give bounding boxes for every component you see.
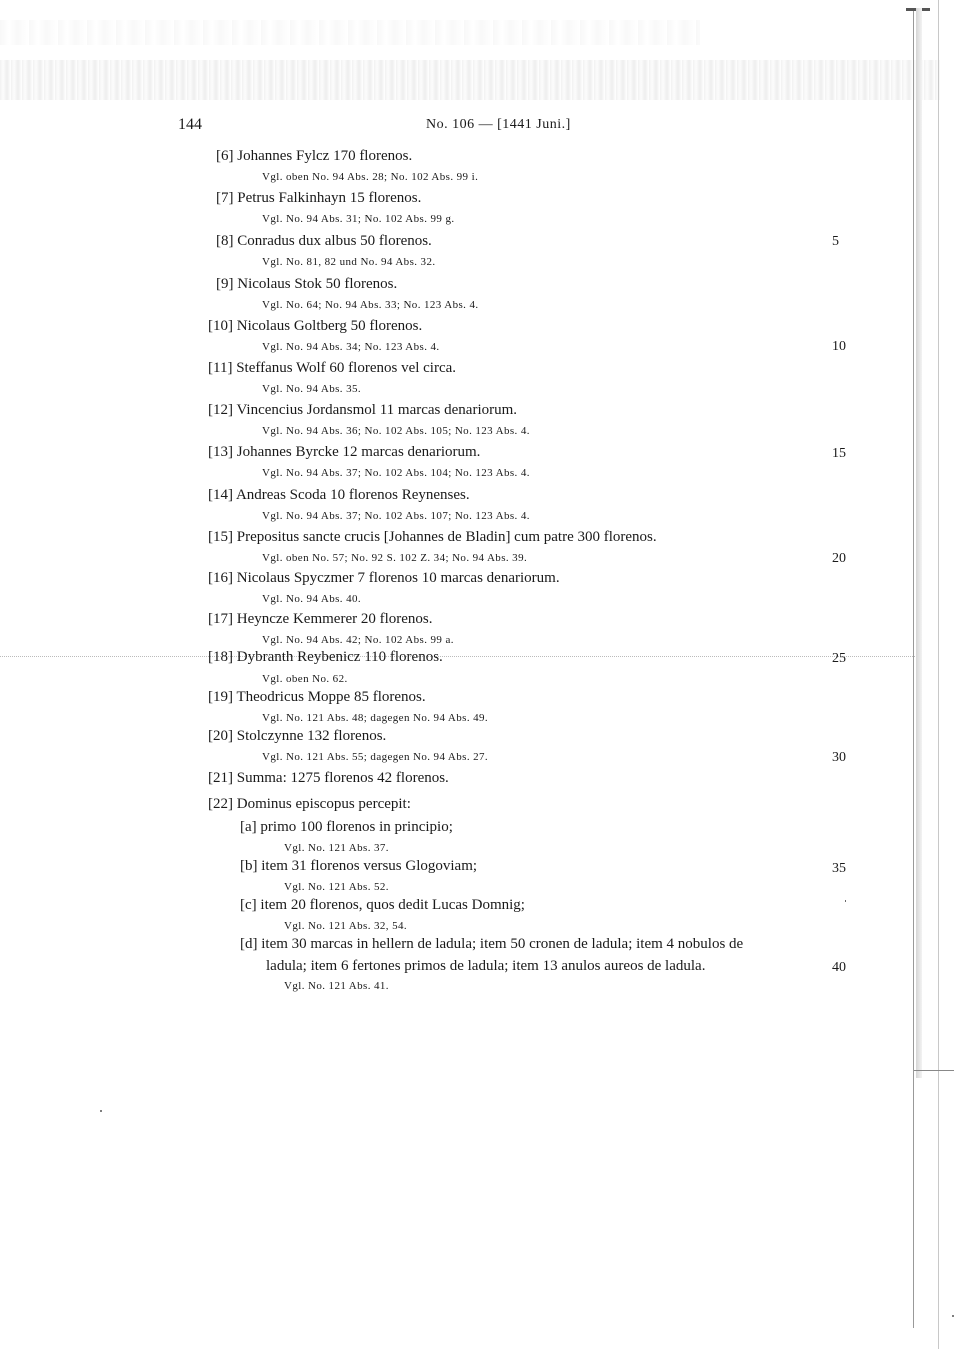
subentry-letter: [d]: [240, 936, 258, 952]
entry-text: Heyncze Kemmerer 20 florenos.: [236, 611, 433, 627]
entry-6: [216, 148, 412, 165]
entry-number: [8]: [216, 233, 234, 249]
entry-number: [10]: [208, 318, 233, 334]
entry-text: Petrus Falkinhayn 15 florenos.: [237, 190, 422, 206]
entry-text: Andreas Scoda 10 florenos Reynenses.: [235, 487, 470, 503]
entry-number: [7]: [216, 190, 234, 206]
page-edge-shadow: [916, 8, 922, 1078]
line-number-20: 20: [832, 551, 846, 566]
entry-14: [208, 487, 470, 504]
subentry-a-reference: Vgl. No. 121 Abs. 37.: [284, 842, 389, 854]
entry-text: Stolczynne 132 florenos.: [236, 728, 387, 744]
entry-number: [9]: [216, 276, 234, 292]
entry-text: Nicolaus Spyczmer 7 florenos 10 marcas denariorum.: [236, 570, 560, 586]
entry-18: [208, 649, 443, 666]
scan-noise-top: [0, 20, 700, 45]
entry-6-reference: Vgl. oben No. 94 Abs. 28; No. 102 Abs. 99 i.: [262, 171, 479, 183]
entry-7: [216, 190, 421, 207]
line-number-10: 10: [832, 339, 846, 354]
entry-text: Johannes Fylcz 170 florenos.: [237, 148, 413, 164]
entry-11-reference: Vgl. No. 94 Abs. 35.: [262, 383, 362, 395]
entry-11: [208, 360, 456, 377]
entry-text: Conradus dux albus 50 florenos.: [237, 233, 432, 249]
entry-text: Prepositus sancte crucis [Johannes de Bladin] cum patre 300 florenos.: [236, 529, 657, 545]
page-edge-rule: [914, 1070, 954, 1071]
entry-number: [17]: [208, 611, 233, 627]
page-edge-bar: [913, 8, 926, 1328]
entry-number: [12]: [208, 402, 233, 418]
page-side-line: [938, 0, 939, 1349]
entry-13: [208, 444, 480, 461]
entry-20: [208, 728, 386, 745]
entry-8-reference: Vgl. No. 81, 82 und No. 94 Abs. 32.: [262, 256, 436, 268]
page-number: 144: [178, 116, 202, 133]
scan-speck: [100, 1110, 102, 1112]
entry-15-reference: Vgl. oben No. 57; No. 92 S. 102 Z. 34; No. 94 Abs. 39.: [262, 552, 528, 564]
entry-7-reference: Vgl. No. 94 Abs. 31; No. 102 Abs. 99 g.: [262, 213, 455, 225]
subentry-text: primo 100 florenos in principio;: [260, 819, 453, 835]
entry-10-reference: Vgl. No. 94 Abs. 34; No. 123 Abs. 4.: [262, 341, 440, 353]
entry-text: Dybranth Reybenicz 110 florenos.: [236, 649, 443, 665]
subentry-a: [240, 819, 453, 836]
entry-19-reference: Vgl. No. 121 Abs. 48; dagegen No. 94 Abs. 49.: [262, 712, 489, 724]
entry-18-reference: Vgl. oben No. 62.: [262, 673, 348, 685]
entry-9: [216, 276, 397, 293]
line-number-35: 35: [832, 861, 846, 876]
scan-noise-band: [0, 60, 940, 100]
entry-number: [22]: [208, 796, 233, 812]
entry-13-reference: Vgl. No. 94 Abs. 37; No. 102 Abs. 104; No. 123 Abs. 4.: [262, 467, 530, 479]
entry-number: [20]: [208, 728, 233, 744]
entry-number: [21]: [208, 770, 233, 786]
entry-text: Nicolaus Goltberg 50 florenos.: [236, 318, 423, 334]
entry-19: [208, 689, 426, 706]
line-number-15: 15: [832, 446, 846, 461]
entry-10: [208, 318, 422, 335]
subentry-text: item 31 florenos versus Glogoviam;: [261, 858, 478, 874]
entry-15: [208, 529, 657, 546]
subentry-c-reference: Vgl. No. 121 Abs. 32, 54.: [284, 920, 408, 932]
subentry-c: [240, 897, 525, 914]
subentry-d: [240, 936, 743, 953]
entry-20-reference: Vgl. No. 121 Abs. 55; dagegen No. 94 Abs. 27.: [262, 751, 489, 763]
entry-16-reference: Vgl. No. 94 Abs. 40.: [262, 593, 362, 605]
subentry-letter: [b]: [240, 858, 258, 874]
line-number-40: 40: [832, 960, 846, 975]
entry-21: [208, 770, 449, 787]
subentry-letter: [c]: [240, 897, 257, 913]
line-number-30: 30: [832, 750, 846, 765]
line-number-25: 25: [832, 651, 846, 666]
entry-text: Johannes Byrcke 12 marcas denariorum.: [236, 444, 481, 460]
entry-number: [6]: [216, 148, 234, 164]
entry-number: [13]: [208, 444, 233, 460]
entry-17-reference: Vgl. No. 94 Abs. 42; No. 102 Abs. 99 a.: [262, 634, 454, 646]
entry-16: [208, 570, 560, 587]
entry-number: [18]: [208, 649, 233, 665]
entry-number: [14]: [208, 487, 233, 503]
entry-14-reference: Vgl. No. 94 Abs. 37; No. 102 Abs. 107; No. 123 Abs. 4.: [262, 510, 530, 522]
entry-number: [11]: [208, 360, 233, 376]
entry-text: Nicolaus Stok 50 florenos.: [237, 276, 398, 292]
entry-9-reference: Vgl. No. 64; No. 94 Abs. 33; No. 123 Abs. 4.: [262, 299, 479, 311]
entry-text: Summa: 1275 florenos 42 florenos.: [236, 770, 449, 786]
entry-number: [19]: [208, 689, 233, 705]
entry-text: Vincencius Jordansmol 11 marcas denariorum.: [236, 402, 518, 418]
subentry-d-reference: Vgl. No. 121 Abs. 41.: [284, 980, 389, 992]
subentry-text: item 20 florenos, quos dedit Lucas Domnig;: [260, 897, 525, 913]
subentry-letter: [a]: [240, 819, 257, 835]
entry-12: [208, 402, 517, 419]
subentry-b-reference: Vgl. No. 121 Abs. 52.: [284, 881, 389, 893]
entry-8: [216, 233, 432, 250]
subentry-text: item 30 marcas in hellern de ladula; item 50 cronen de ladula; item 4 nobulos de: [261, 936, 744, 952]
subentry-d-continuation: ladula; item 6 fertones primos de ladula; item 13 anulos aureos de ladula.: [266, 958, 706, 974]
entry-text: Dominus episcopus percepit:: [236, 796, 411, 812]
entry-17: [208, 611, 433, 628]
entry-text: Steffanus Wolf 60 florenos vel circa.: [236, 360, 457, 376]
line-number-5: 5: [832, 234, 839, 249]
entry-text: Theodricus Moppe 85 florenos.: [236, 689, 426, 705]
scan-speck: [952, 1315, 954, 1317]
entry-12-reference: Vgl. No. 94 Abs. 36; No. 102 Abs. 105; No. 123 Abs. 4.: [262, 425, 530, 437]
subentry-b: [240, 858, 477, 875]
entry-number: [16]: [208, 570, 233, 586]
entry-22: [208, 796, 411, 813]
entry-number: [15]: [208, 529, 233, 545]
scan-crease-line: [0, 656, 915, 658]
running-head: No. 106 — [1441 Juni.]: [426, 117, 571, 132]
scan-speck: [845, 900, 846, 902]
